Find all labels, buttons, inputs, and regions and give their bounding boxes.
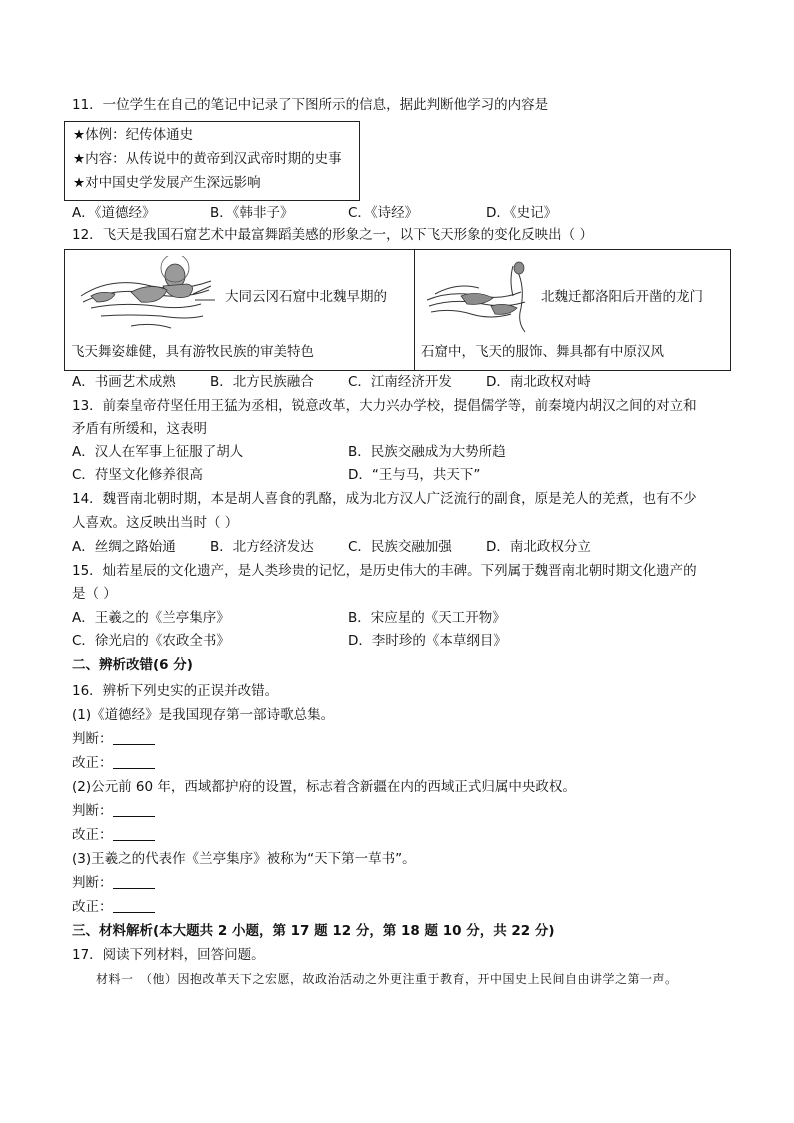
q12-image-table (64, 249, 731, 371)
q11-option-a: A．《道德经》 (72, 205, 156, 221)
q16-stem: 16．辨析下列史实的正误并改错。 (72, 683, 279, 699)
q13-option-d: D．“王与马，共天下” (348, 467, 481, 483)
judge-label: 判断： (72, 875, 113, 891)
q17-stem: 17．阅读下列材料，回答问题。 (72, 947, 265, 963)
q13-option-b: B．民族交融成为大势所趋 (348, 444, 506, 460)
q14-option-d: D．南北政权分立 (486, 539, 591, 555)
correct-blank[interactable] (113, 827, 155, 841)
q14-option-c: C．民族交融加强 (348, 539, 452, 555)
judge-label: 判断： (72, 803, 113, 819)
q17-material-1: 材料一 （他）因抱改革天下之宏愿，故政治活动之外更注重于教育，开中国史上民间自由讲学之第一声。 (96, 972, 678, 986)
q13-option-c: C．苻坚文化修养很高 (72, 467, 203, 483)
correct-label: 改正： (72, 899, 113, 915)
q16-correct-row-3 (72, 898, 155, 916)
q14-stem-line-2: 人喜欢。这反映出当时（ ） (72, 515, 239, 531)
table-divider (414, 250, 415, 370)
q16-item-1: (1)《道德经》是我国现存第一部诗歌总集。 (72, 707, 335, 723)
q13-option-a: A．汉人在军事上征服了胡人 (72, 444, 244, 460)
q12-right-caption-2: 石窟中，飞天的服饰、舞具都有中原汉风 (421, 344, 664, 360)
q11-note-line-3: ★对中国史学发展产生深远影响 (73, 175, 261, 191)
q15-option-d: D．李时珍的《本草纲目》 (348, 633, 507, 649)
q16-judge-row-1 (72, 730, 155, 748)
judge-blank[interactable] (113, 731, 155, 745)
section3-title: 三、材料解析(本大题共 2 小题，第 17 题 12 分，第 18 题 10 分，共 22 分) (72, 923, 555, 939)
correct-label: 改正： (72, 827, 113, 843)
correct-blank[interactable] (113, 899, 155, 913)
q16-judge-row-2 (72, 802, 155, 820)
q12-left-caption-1: 大同云冈石窟中北魏早期的 (225, 289, 387, 305)
correct-blank[interactable] (113, 755, 155, 769)
q13-stem-line-1: 13．前秦皇帝苻坚任用王猛为丞相，锐意改革，大力兴办学校，提倡儒学等，前秦境内胡汉之间的对立和 (72, 398, 697, 414)
q15-option-c: C．徐光启的《农政全书》 (72, 633, 230, 649)
q12-option-a: A．书画艺术成熟 (72, 374, 176, 390)
q11-option-c: C．《诗经》 (348, 205, 419, 221)
q16-item-3: (3)王羲之的代表作《兰亭集序》被称为“天下第一草书”。 (72, 851, 416, 867)
q11-option-b: B．《韩非子》 (210, 205, 294, 221)
q16-item-2: (2)公元前 60 年，西域都护府的设置，标志着含新疆在内的西域正式归属中央政权。 (72, 779, 576, 795)
q14-stem-line-1: 14．魏晋南北朝时期，本是胡人喜食的乳酪，成为北方汉人广泛流行的副食，原是羌人的羌煮，也有不少 (72, 491, 697, 507)
q16-correct-row-2 (72, 826, 155, 844)
q11-note-line-1: ★体例：纪传体通史 (73, 127, 194, 143)
section2-title: 二、辨析改错(6 分) (72, 657, 193, 673)
q11-note-box (64, 121, 360, 201)
q15-option-b: B．宋应星的《天工开物》 (348, 610, 506, 626)
q14-option-b: B．北方经济发达 (210, 539, 314, 555)
q11-note-line-2: ★内容：从传说中的黄帝到汉武帝时期的史事 (73, 151, 342, 167)
q12-option-c: C．江南经济开发 (348, 374, 452, 390)
q12-left-caption-2: 飞天舞姿雄健，具有游牧民族的审美特色 (71, 344, 314, 360)
yungang-apsara-image (71, 256, 221, 334)
q12-option-b: B．北方民族融合 (210, 374, 314, 390)
q13-stem-line-2: 矛盾有所缓和，这表明 (72, 421, 207, 437)
judge-blank[interactable] (113, 803, 155, 817)
q11-stem: 11．一位学生在自己的笔记中记录了下图所示的信息，据此判断他学习的内容是 (72, 97, 549, 113)
q16-correct-row-1 (72, 754, 155, 772)
q15-stem-line-1: 15．灿若星辰的文化遗产，是人类珍贵的记忆，是历史伟大的丰碑。下列属于魏晋南北朝时期文化遗产的 (72, 563, 697, 579)
q12-stem: 12．飞天是我国石窟艺术中最富舞蹈美感的形象之一，以下飞天形象的变化反映出（ ） (72, 227, 593, 243)
q12-right-caption-1: 北魏迁都洛阳后开凿的龙门 (541, 289, 703, 305)
q15-stem-line-2: 是（ ） (72, 586, 117, 602)
judge-blank[interactable] (113, 875, 155, 889)
q14-option-a: A．丝绸之路始通 (72, 539, 176, 555)
correct-label: 改正： (72, 755, 113, 771)
q16-judge-row-3 (72, 874, 155, 892)
judge-label: 判断： (72, 731, 113, 747)
q11-option-d: D．《史记》 (486, 205, 558, 221)
q12-option-d: D．南北政权对峙 (486, 374, 591, 390)
q15-option-a: A．王羲之的《兰亭集序》 (72, 610, 230, 626)
longmen-apsara-image (421, 256, 539, 338)
